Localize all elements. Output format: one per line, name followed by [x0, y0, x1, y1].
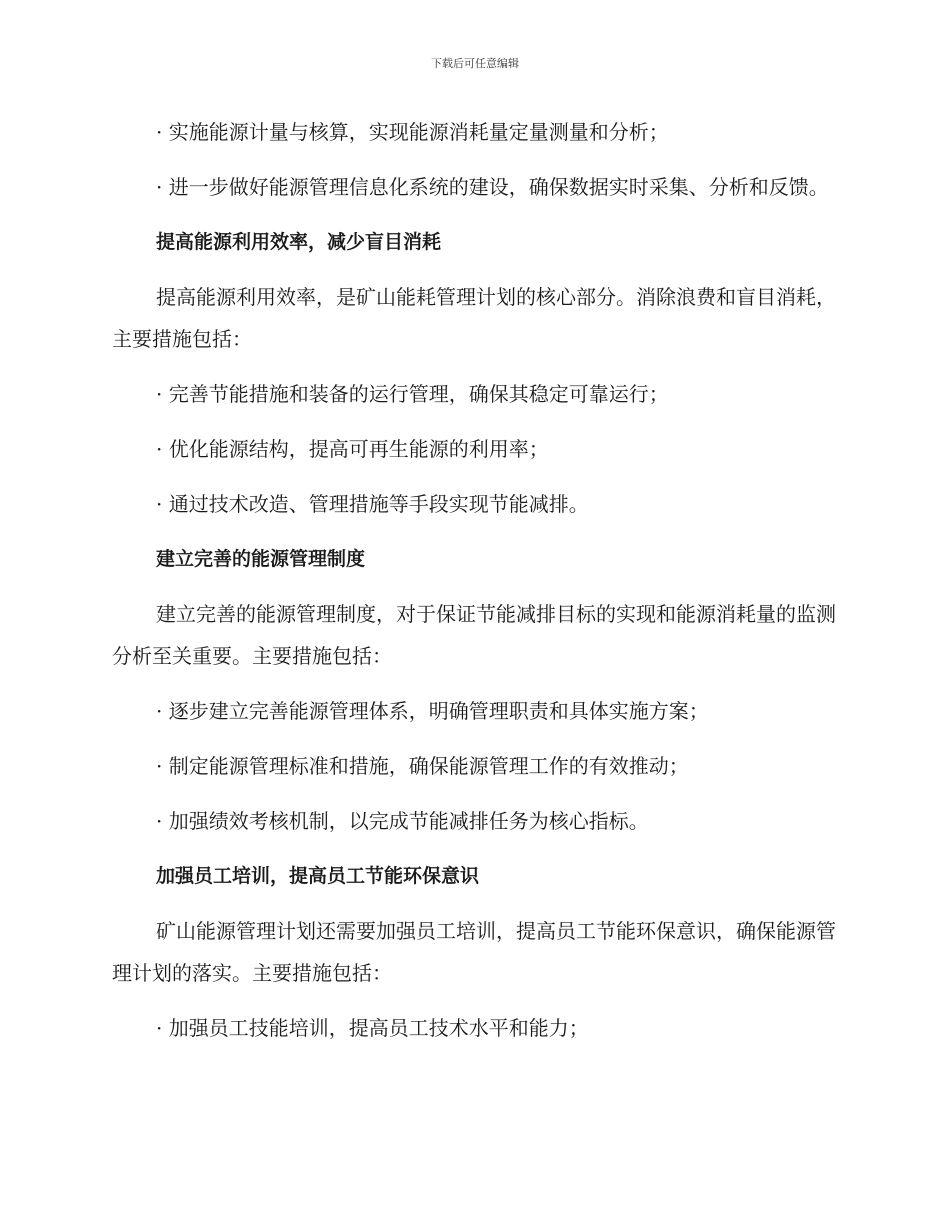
bullet-item: · 实施能源计量与核算，实现能源消耗量定量测量和分析； [156, 120, 669, 144]
bullet-item: · 逐步建立完善能源管理体系，明确管理职责和具体实施方案； [156, 699, 709, 723]
bullet-item: · 优化能源结构，提高可再生能源的利用率； [156, 437, 549, 461]
bullet-item: · 制定能源管理标准和措施，确保能源管理工作的有效推动； [156, 754, 689, 778]
document-body [112, 111, 840, 1049]
section-heading: 建立完善的能源管理制度 [156, 548, 366, 570]
paragraph: 建立完善的能源管理制度，对于保证节能减排目标的实现和能源消耗量的监测分析至关重要。主要措施包括： [112, 602, 836, 668]
bullet-item: · 进一步做好能源管理信息化系统的建设，确保数据实时采集、分析和反馈。 [156, 175, 829, 199]
bullet-item: · 完善节能措施和装备的运行管理，确保其稳定可靠运行； [156, 382, 669, 406]
bullet-item: · 加强绩效考核机制，以完成节能减排任务为核心指标。 [156, 809, 649, 833]
paragraph: 矿山能源管理计划还需要加强员工培训，提高员工节能环保意识，确保能源管理计划的落实。主要措施包括： [112, 919, 836, 985]
section-heading: 加强员工培训，提高员工节能环保意识 [156, 865, 480, 887]
page-header: 下载后可任意编辑 [431, 57, 519, 70]
bullet-item: · 加强员工技能培训，提高员工技术水平和能力； [156, 1016, 589, 1040]
paragraph: 提高能源利用效率，是矿山能耗管理计划的核心部分。消除浪费和盲目消耗，主要措施包括： [112, 285, 836, 351]
bullet-item: · 通过技术改造、管理措施等手段实现节能减排。 [156, 492, 589, 516]
section-heading: 提高能源利用效率，减少盲目消耗 [156, 231, 442, 253]
